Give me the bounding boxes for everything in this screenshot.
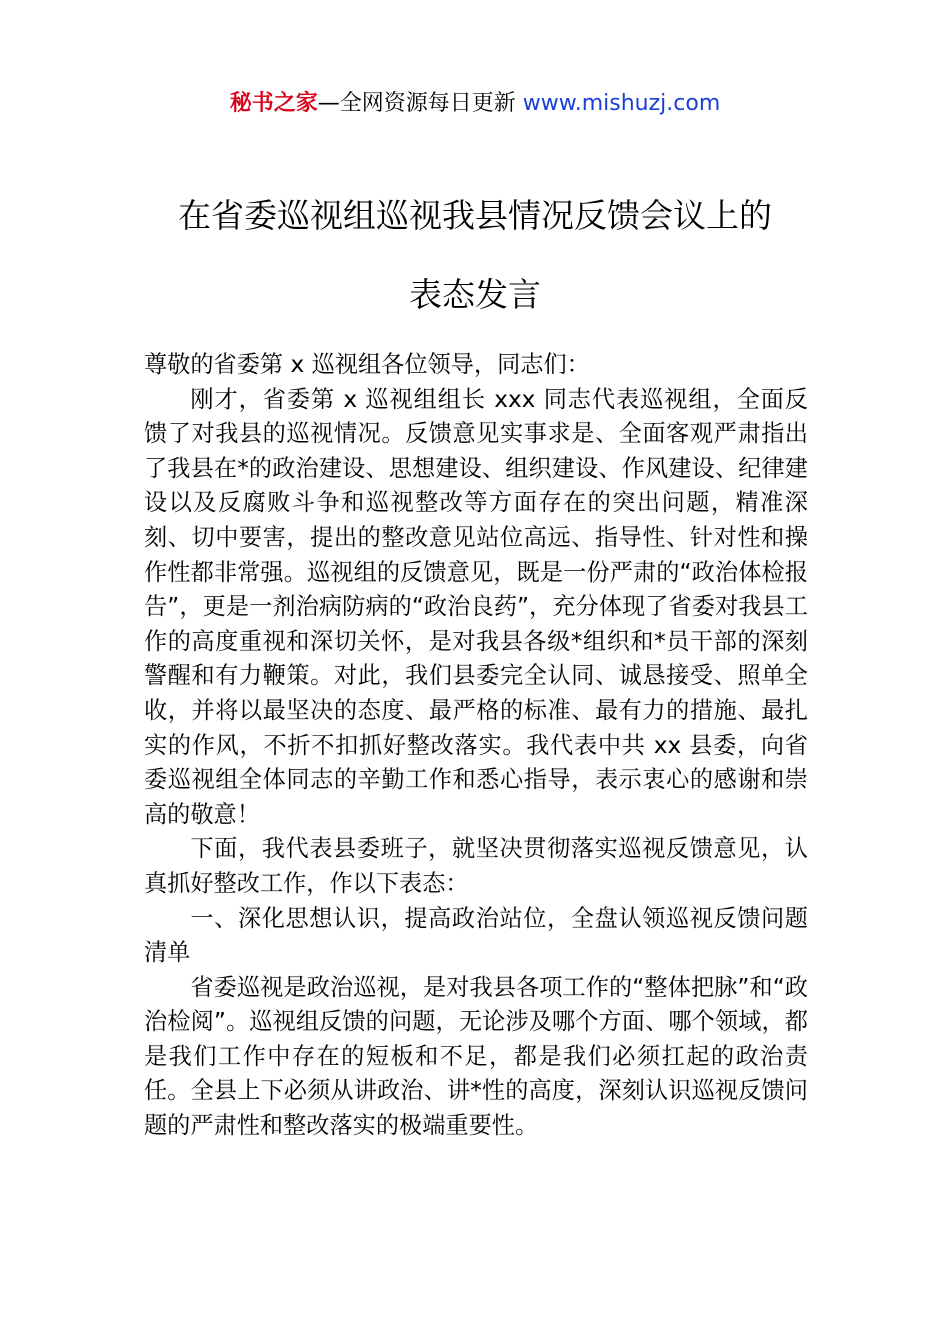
title-line-1: 在省委巡视组巡视我县情况反馈会议上的 — [178, 196, 772, 235]
brand-name: 秘书之家 — [229, 91, 318, 116]
site-header — [0, 86, 950, 122]
document-title — [0, 176, 950, 334]
header-tagline: —全网资源每日更新 — [317, 91, 516, 116]
paragraph-2: 下面，我代表县委班子，就坚决贯彻落实巡视反馈意见，认真抓好整改工作，作以下表态： — [144, 835, 808, 897]
paragraph-1: 刚才，省委第 x 巡视组组长 xxx 同志代表巡视组，全面反馈了对我县的巡视情况。反馈意见实事求是、全面客观严肃指出了我县在*的政治建设、思想建设、组织建设、作风建设、纪律建设以及反腐败斗争和巡视整改等方面存在的突出问题，精准深刻、切中要害，提出的整改意见站位高远、指导性、针对性和操作性都非常强。巡视组的反馈意见，既是一份严肃的“政治体检报告”，更是一剂治病防病的“政治良药”，充分体现了省委对我县工作的高度重视和深切关怀，是对我县各级*组织和*员干部的深刻警醒和有力鞭策。对此，我们县委完全认同、诚恳接受、照单全收，并将以最坚决的态度、最严格的标准、最有力的措施、最扎实的作风，不折不扣抓好整改落实。我代表中共 xx 县委，向省委巡视组全体同志的辛勤工作和悉心指导，表示衷心的感谢和崇高的敬意！ — [144, 385, 808, 828]
paragraph-3: 省委巡视是政治巡视，是对我县各项工作的“整体把脉”和“政治检阅”。巡视组反馈的问题，无论涉及哪个方面、哪个领域，都是我们工作中存在的短板和不足，都是我们必须扛起的政治责任。全县上下必须从讲政治、讲*性的高度，深刻认识巡视反馈问题的严肃性和整改落实的极端重要性。 — [144, 973, 808, 1140]
document-body — [144, 348, 808, 1144]
title-line-2: 表态发言 — [409, 275, 541, 314]
site-url-link[interactable]: www.mishuzj.com — [522, 91, 721, 116]
section-heading-1: 一、深化思想认识，提高政治站位，全盘认领巡视反馈问题清单 — [144, 904, 808, 967]
salutation: 尊敬的省委第 x 巡视组各位领导，同志们： — [144, 351, 590, 378]
